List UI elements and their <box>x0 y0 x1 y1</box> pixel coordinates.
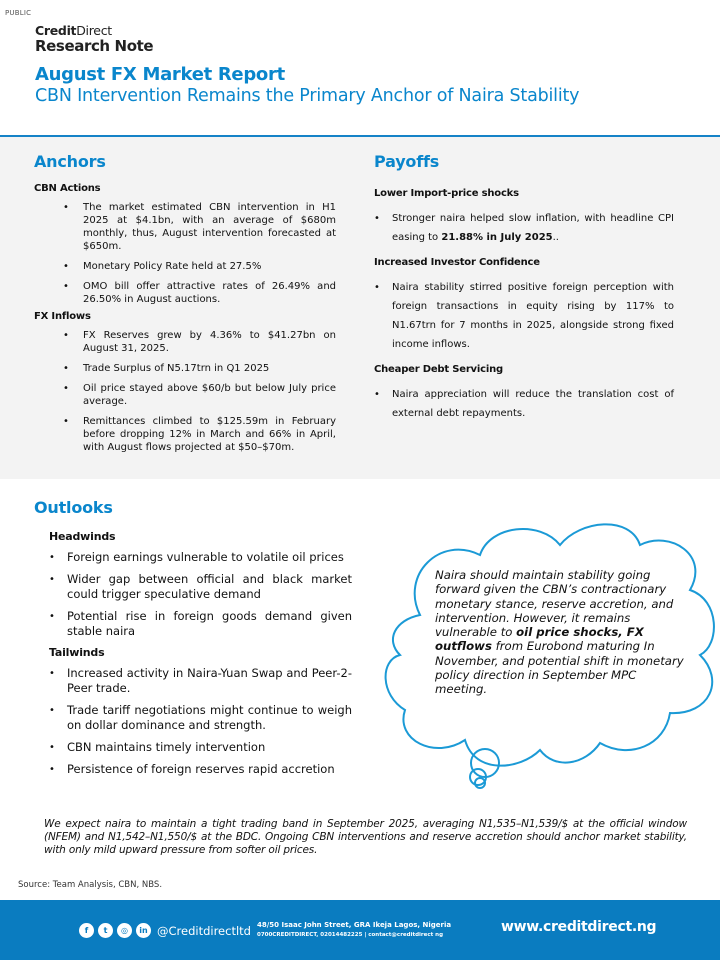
list-item: • Wider gap between official and black market could trigger speculative demand <box>34 572 352 602</box>
linkedin-icon[interactable]: in <box>136 923 151 938</box>
fx-inflows-heading: FX Inflows <box>34 311 91 322</box>
cpi-highlight: 21.88% in July 2025 <box>441 232 553 243</box>
anchors-section <box>34 152 336 461</box>
list-item: • Potential rise in foreign goods demand given stable naira <box>34 609 352 639</box>
headwinds-heading: Headwinds <box>49 530 116 543</box>
phone-email-line: 0700CREDITDIRECT, 02014482225 | contact@creditdirect ng <box>257 932 444 938</box>
list-item: • Naira stability stirred positive foreign perception with foreign transactions in equity rising by 117% to N1.67trn for 7 months in 2025, alongside strong fixed income inflows. <box>374 278 674 354</box>
brand-logo <box>35 25 153 54</box>
outlooks-section <box>34 498 352 784</box>
social-links <box>79 923 251 938</box>
brand-subtitle: Research Note <box>35 36 154 55</box>
source-note: Source: Team Analysis, CBN, NBS. <box>18 880 163 890</box>
list-item: • Increased activity in Naira-Yuan Swap and Peer-2-Peer trade. <box>34 666 352 696</box>
investor-confidence-heading: Increased Investor Confidence <box>374 257 540 268</box>
website-link[interactable]: www.creditdirect.ng <box>501 919 657 935</box>
list-item: • Stronger naira helped slow inflation, with headline CPI easing to 21.88% in July 2025.. <box>374 209 674 247</box>
payoffs-title: Payoffs <box>374 152 440 171</box>
social-handle[interactable]: @Creditdirectltd <box>157 923 251 938</box>
list-item: • Remittances climbed to $125.59m in February before dropping 12% in March and 66% in April, with August flows projected at $50–$70m. <box>63 415 336 454</box>
fx-inflows-list <box>63 329 336 454</box>
report-title: August FX Market Report <box>35 64 285 85</box>
classification-label: PUBLIC <box>5 9 32 17</box>
outlook-summary: Naira should maintain stability going forward given the CBN’s contractionary monetary stance, reserve accretion, and intervention. However, it remains vulnerable to oil price shocks, FX outflows from Eurobond maturing In November, and potential shift in monetary policy direction in September MPC meeting. <box>435 568 684 697</box>
list-item: • FX Reserves grew by 4.36% to $41.27bn on August 31, 2025. <box>63 329 336 355</box>
list-item: • CBN maintains timely intervention <box>34 740 352 755</box>
list-item: • Monetary Policy Rate held at 27.5% <box>63 260 336 273</box>
report-subtitle: CBN Intervention Remains the Primary Anchor of Naira Stability <box>35 86 580 106</box>
risk-highlight: oil price shocks, FX outflows <box>435 625 644 654</box>
thought-cloud <box>380 515 720 795</box>
import-price-list <box>374 209 674 247</box>
list-item: • The market estimated CBN intervention in H1 2025 at $4.1bn, with an average of $680m monthly, thus, August intervention forecasted at $650m. <box>63 201 336 253</box>
address-line: 48/50 Isaac John Street, GRA Ikeja Lagos, Nigeria <box>257 921 452 929</box>
list-item: • Trade Surplus of N5.17trn in Q1 2025 <box>63 362 336 375</box>
headwinds-list <box>34 550 352 639</box>
facebook-icon[interactable]: f <box>79 923 94 938</box>
list-item: • OMO bill offer attractive rates of 26.49% and 26.50% in August auctions. <box>63 280 336 306</box>
cbn-actions-heading: CBN Actions <box>34 183 101 194</box>
contact-info <box>257 920 451 940</box>
forecast-paragraph: We expect naira to maintain a tight trading band in September 2025, averaging N1,535–N1,539/$ at the official window (NFEM) and N1,542–N1,550/$ at the BDC. Ongoing CBN interventions and reserve accretion should anchor market stability, with only mild upward pressure from softer oil prices. <box>44 818 687 856</box>
debt-servicing-heading: Cheaper Debt Servicing <box>374 364 503 375</box>
twitter-icon[interactable]: t <box>98 923 113 938</box>
import-price-heading: Lower Import-price shocks <box>374 188 519 199</box>
cbn-actions-list <box>63 201 336 306</box>
list-item: • Trade tariff negotiations might continue to weigh on dollar dominance and strength. <box>34 703 352 733</box>
tailwinds-heading: Tailwinds <box>49 646 105 659</box>
tailwinds-list <box>34 666 352 777</box>
list-item: • Oil price stayed above $60/b but below July price average. <box>63 382 336 408</box>
footer-bar <box>0 900 720 960</box>
outlooks-title: Outlooks <box>34 498 113 517</box>
investor-confidence-list <box>374 278 674 354</box>
brand-name: CreditDirect <box>35 23 112 38</box>
payoffs-section <box>374 152 674 423</box>
debt-servicing-list <box>374 385 674 423</box>
list-item: • Foreign earnings vulnerable to volatile oil prices <box>34 550 352 565</box>
instagram-icon[interactable]: ◎ <box>117 923 132 938</box>
anchors-title: Anchors <box>34 152 106 171</box>
list-item: • Naira appreciation will reduce the translation cost of external debt repayments. <box>374 385 674 423</box>
list-item: • Persistence of foreign reserves rapid accretion <box>34 762 352 777</box>
